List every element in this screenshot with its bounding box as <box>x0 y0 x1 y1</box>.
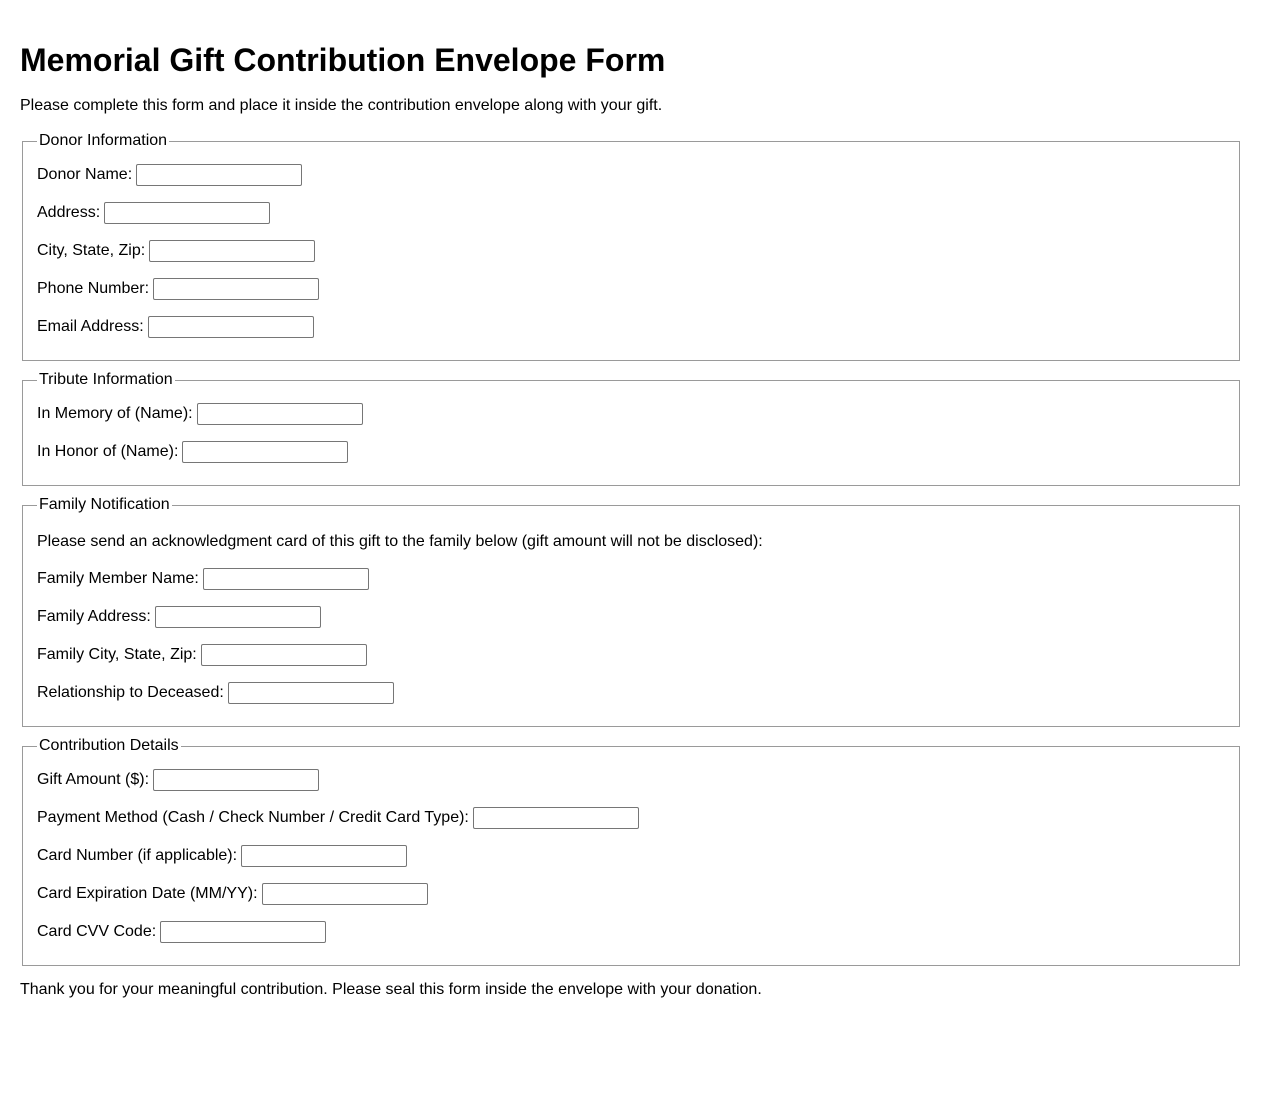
address-label: Address: <box>37 204 101 221</box>
family-city-state-zip-label: Family City, State, Zip: <box>37 646 197 663</box>
donor-name-label: Donor Name: <box>37 166 133 183</box>
family-address-label: Family Address: <box>37 608 151 625</box>
intro-text: Please complete this form and place it inside the contribution envelope along with your gift. <box>20 97 663 114</box>
donor-name-row <box>37 162 1225 188</box>
payment-method-input[interactable] <box>473 807 639 829</box>
in-honor-of-label: In Honor of (Name): <box>37 443 179 460</box>
in-memory-of-label: In Memory of (Name): <box>37 405 193 422</box>
donor-name-input[interactable] <box>136 164 302 186</box>
address-input[interactable] <box>104 202 270 224</box>
card-number-input[interactable] <box>241 845 407 867</box>
in-memory-of-row <box>37 401 1225 427</box>
family-notification-section <box>22 496 1240 727</box>
tribute-information-legend: Tribute Information <box>39 371 173 388</box>
contribution-details-section <box>22 737 1240 966</box>
phone-number-row <box>37 276 1225 302</box>
family-member-name-label: Family Member Name: <box>37 570 199 587</box>
in-honor-of-input[interactable] <box>182 441 348 463</box>
card-number-label: Card Number (if applicable): <box>37 847 238 864</box>
donor-information-section <box>22 132 1240 361</box>
family-member-name-input[interactable] <box>203 568 369 590</box>
card-cvv-input[interactable] <box>160 921 326 943</box>
gift-amount-input[interactable] <box>153 769 319 791</box>
gift-amount-label: Gift Amount ($): <box>37 771 150 788</box>
payment-method-row <box>37 805 1225 831</box>
family-city-state-zip-input[interactable] <box>201 644 367 666</box>
relationship-to-deceased-input[interactable] <box>228 682 394 704</box>
family-address-row <box>37 604 1225 630</box>
family-member-name-row <box>37 566 1225 592</box>
gift-amount-row <box>37 767 1225 793</box>
city-state-zip-label: City, State, Zip: <box>37 242 146 259</box>
city-state-zip-row <box>37 238 1225 264</box>
card-number-row <box>37 843 1225 869</box>
family-address-input[interactable] <box>155 606 321 628</box>
donor-information-legend: Donor Information <box>39 132 168 149</box>
relationship-to-deceased-row <box>37 680 1225 706</box>
email-address-input[interactable] <box>148 316 314 338</box>
thank-you-text: Thank you for your meaningful contribution. Please seal this form inside the envelope with your donation. <box>20 981 762 998</box>
payment-method-label: Payment Method (Cash / Check Number / Credit Card Type): <box>37 809 469 826</box>
address-row <box>37 200 1225 226</box>
tribute-information-section <box>22 371 1240 486</box>
phone-number-label: Phone Number: <box>37 280 150 297</box>
in-honor-of-row <box>37 439 1225 465</box>
card-cvv-row <box>37 919 1225 945</box>
card-cvv-label: Card CVV Code: <box>37 923 157 940</box>
page-title: Memorial Gift Contribution Envelope Form <box>20 42 666 78</box>
family-city-state-zip-row <box>37 642 1225 668</box>
card-expiration-label: Card Expiration Date (MM/YY): <box>37 885 258 902</box>
in-memory-of-input[interactable] <box>197 403 363 425</box>
phone-number-input[interactable] <box>153 278 319 300</box>
family-notification-note: Please send an acknowledgment card of this gift to the family below (gift amount will not be disclosed): <box>37 533 763 550</box>
relationship-to-deceased-label: Relationship to Deceased: <box>37 684 224 701</box>
card-expiration-input[interactable] <box>262 883 428 905</box>
email-address-label: Email Address: <box>37 318 144 335</box>
contribution-details-legend: Contribution Details <box>39 737 179 754</box>
city-state-zip-input[interactable] <box>149 240 315 262</box>
family-notification-legend: Family Notification <box>39 496 170 513</box>
card-expiration-row <box>37 881 1225 907</box>
email-address-row <box>37 314 1225 340</box>
